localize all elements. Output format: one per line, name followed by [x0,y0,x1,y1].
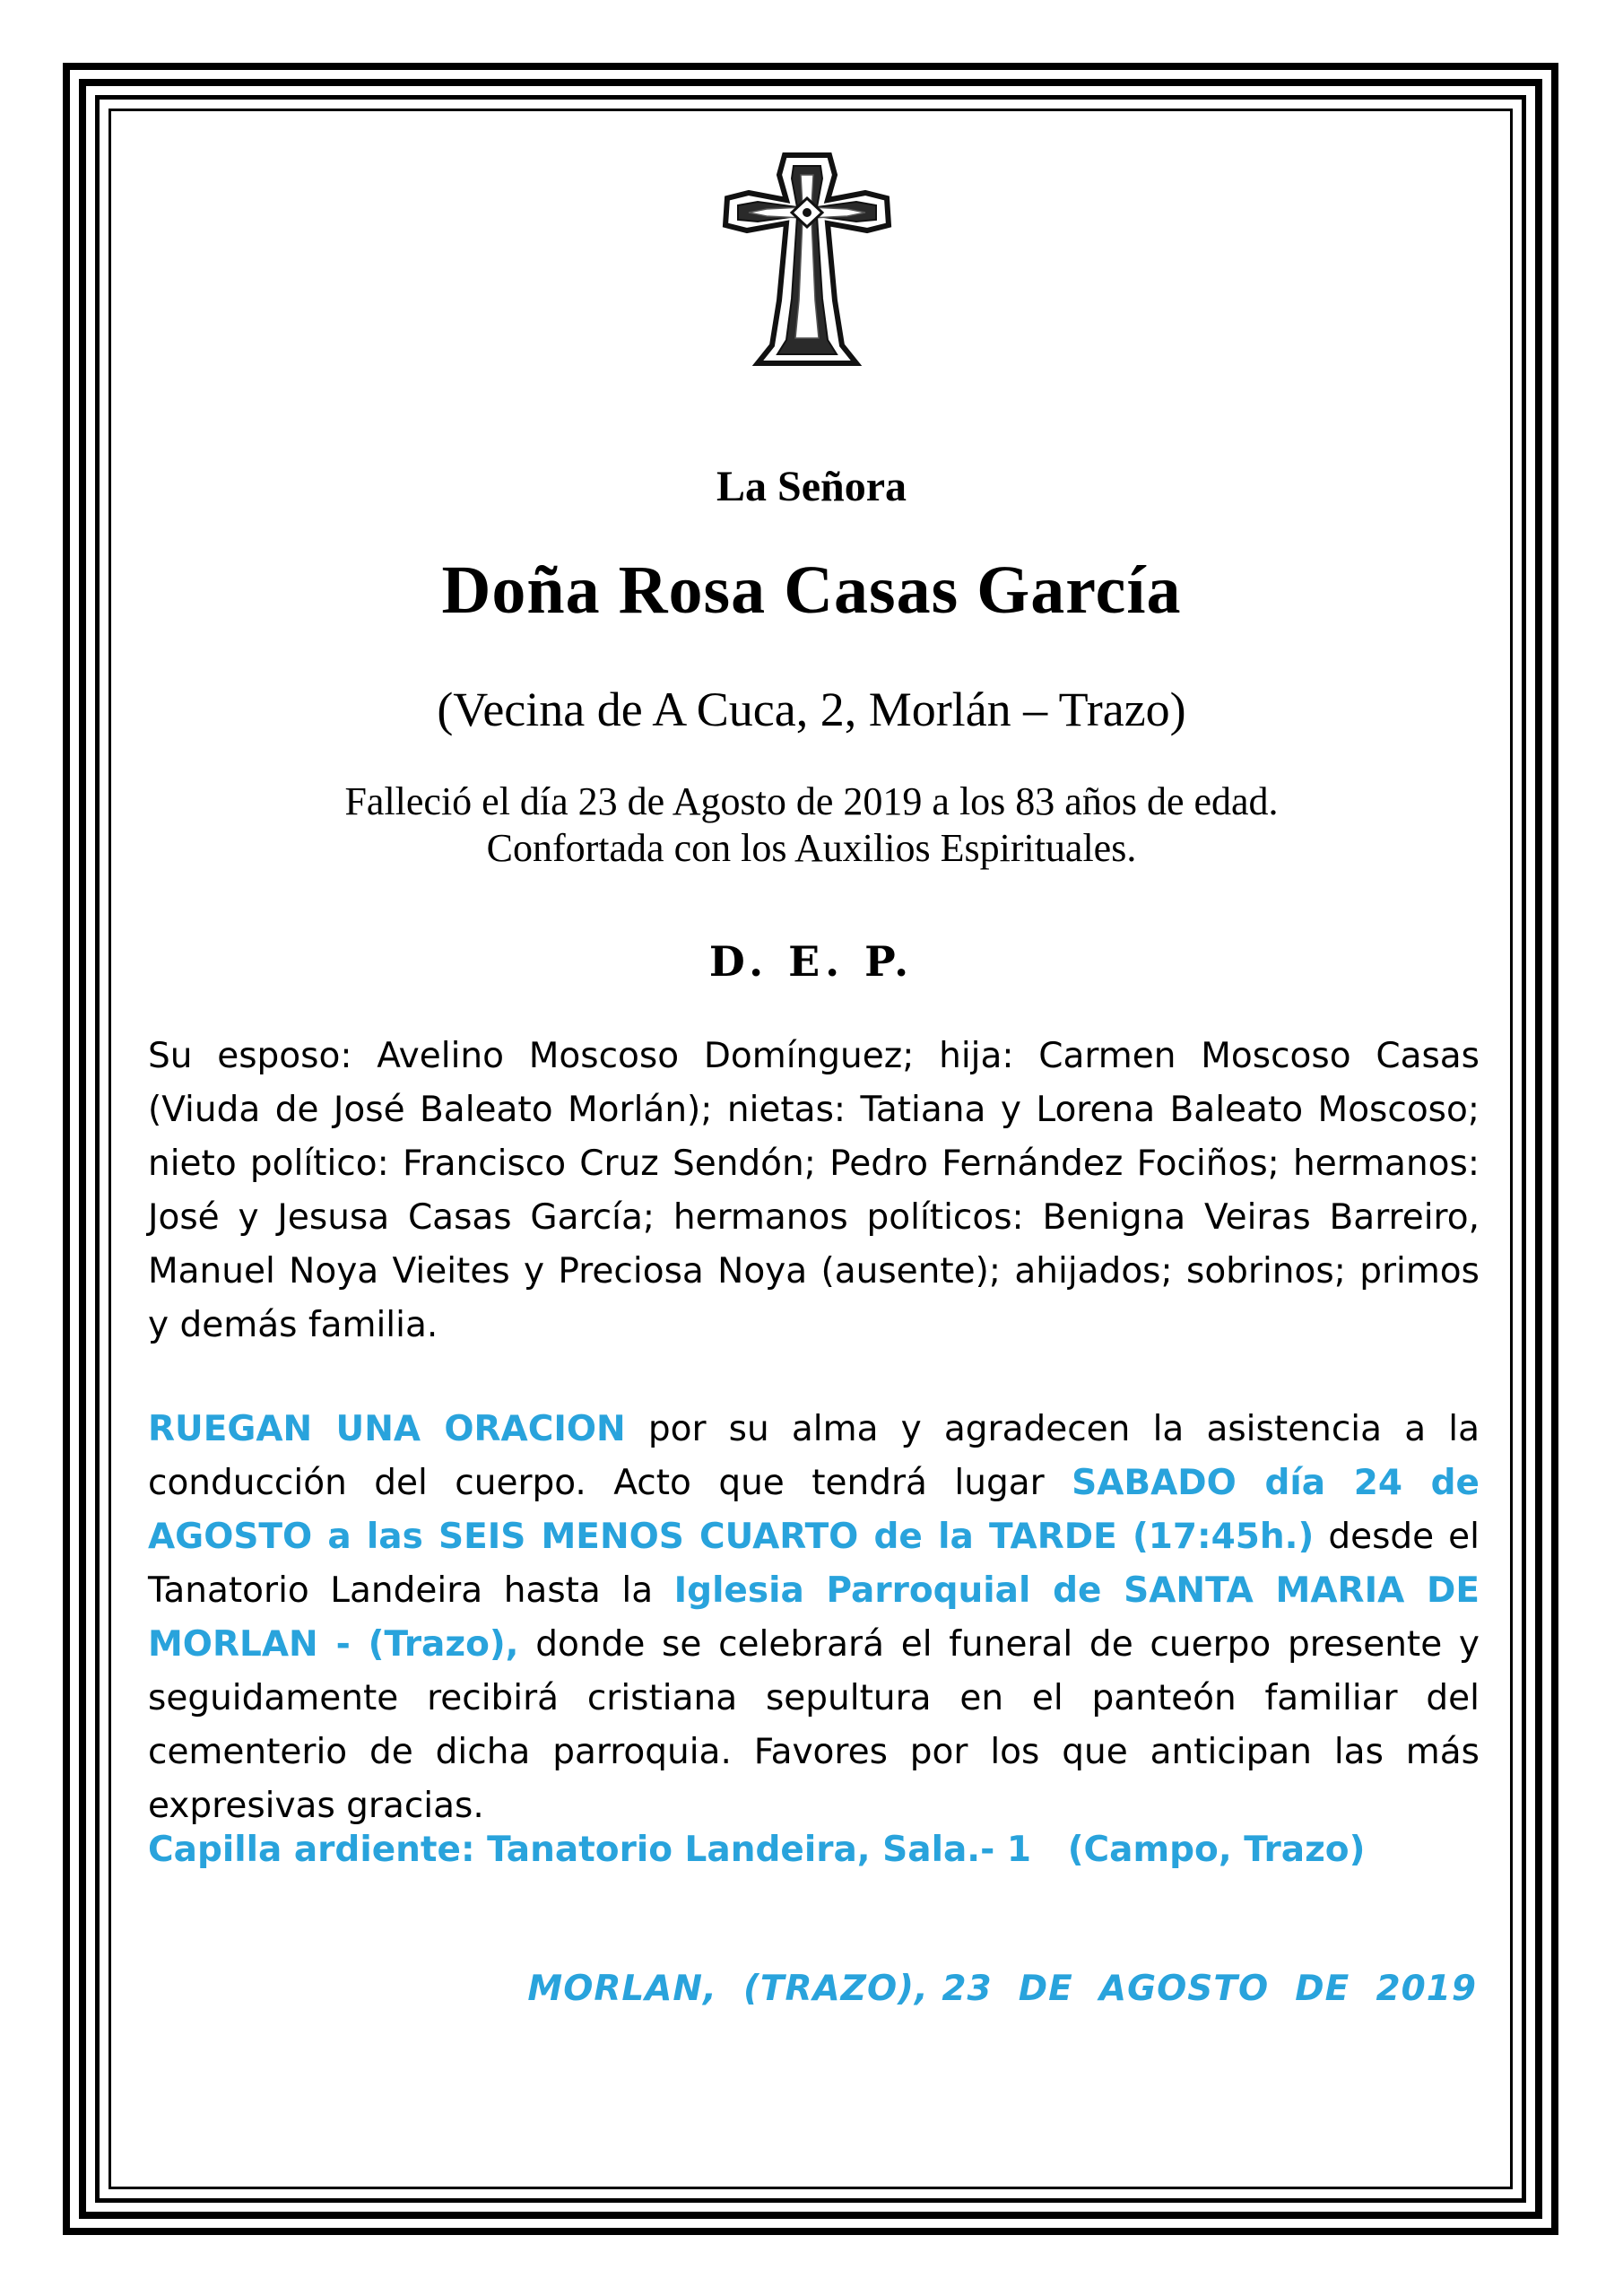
ruegan-highlight: RUEGAN UNA ORACION [148,1409,626,1449]
deceased-name: Doña Rosa Casas García [441,552,1182,628]
ceremony-paragraph [148,1403,1480,1833]
chapel-info: Capilla ardiente: Tanatorio Landeira, Sala.- 1 (Campo, Trazo) [148,1830,1366,1870]
ceremony-text-1: por su alma y agradecen la asistencia a la conducción del cuerpo. Acto que tendrá lugar [148,1409,1480,1503]
death-info [152,778,1471,872]
dep-heading: D. E. P. [708,937,915,986]
cross-icon [722,148,892,372]
family-paragraph: Su esposo: Avelino Moscoso Domínguez; hija: Carmen Moscoso Casas (Viuda de José Baleato Morlán); nietas: Tatiana y Lorena Baleato Moscoso; nieto político: Francisco Cruz Sendón; Pedro Fernández Fociños; hermanos: José y Jesusa Casas García; hermanos políticos: Benigna Veiras Barreiro, Manuel Noya Vieites y Preciosa Noya (ausente); ahijados; sobrinos; primos y demás familia. [148,1036,1480,1345]
place-date-line: MORLAN, (TRAZO), 23 DE AGOSTO DE 2019 [527,1969,1477,2009]
death-line: Falleció el día 23 de Agosto de 2019 a los 83 años de edad. [344,779,1279,823]
church-name: Iglesia Parroquial de SANTA MARIA DE MORLAN - (Trazo), [148,1570,1480,1665]
title-small: La Señora [716,463,907,510]
ceremony-text-2: desde el Tanatorio Landeira hasta la [148,1517,1480,1611]
ceremony-datetime: SABADO día 24 de AGOSTO a las SEIS MENOS CUARTO de la TARDE (17:45h.) [148,1463,1480,1557]
residence-line: (Vecina de A Cuca, 2, Morlán – Trazo) [437,683,1186,736]
ceremony-text-3: donde se celebrará el funeral de cuerpo presente y seguidamente recibirá cristiana sepultura en el panteón familiar del cementerio de dicha parroquia. Favores por los que anticipan las más expresivas gracias. [148,1624,1480,1826]
comfort-line: Confortada con los Auxilios Espirituales. [486,826,1137,870]
